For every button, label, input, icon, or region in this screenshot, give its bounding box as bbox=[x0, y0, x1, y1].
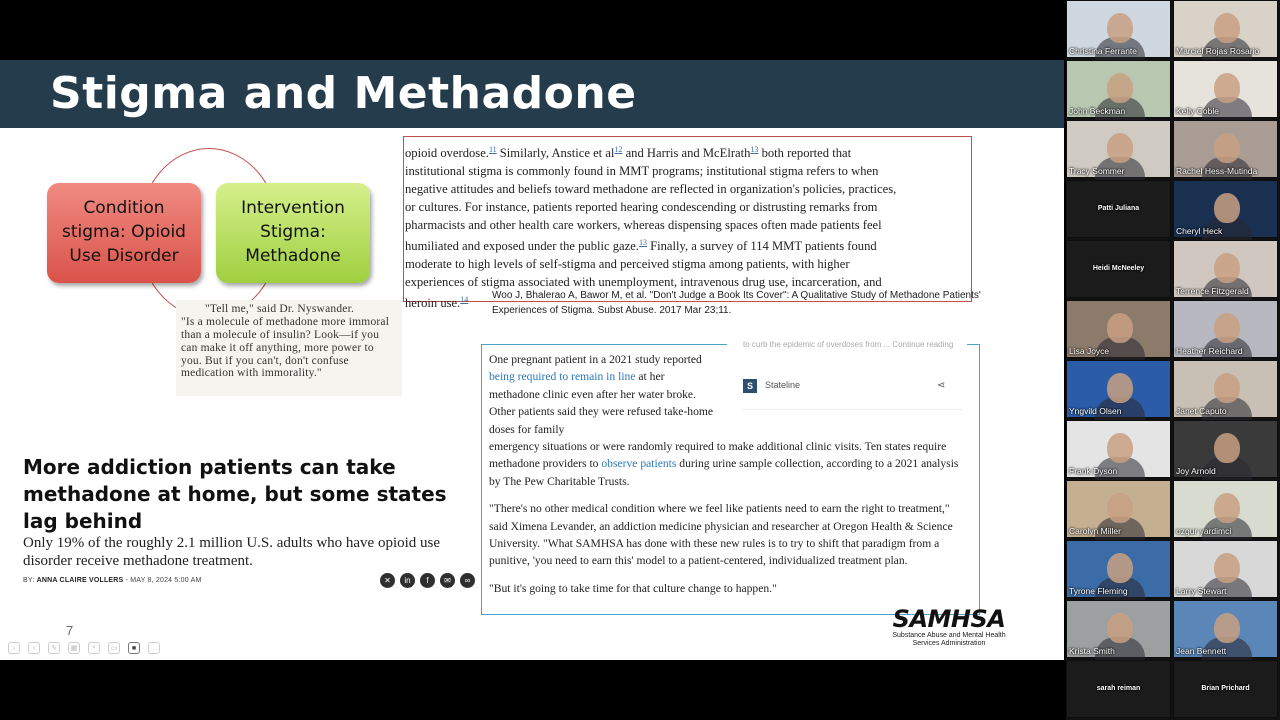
participant-name: Yngvild Olsen bbox=[1069, 406, 1122, 416]
participant-name: Christina Ferrante bbox=[1069, 46, 1138, 56]
camera-icon[interactable]: ■ bbox=[128, 642, 140, 654]
email-icon: ✉ bbox=[440, 573, 455, 588]
divider bbox=[743, 409, 963, 410]
participant-face bbox=[1107, 373, 1133, 403]
participant-face bbox=[1107, 13, 1133, 43]
participant-gallery bbox=[1066, 0, 1280, 720]
card-link-observe-patients: observe patients bbox=[601, 457, 677, 471]
participant-tile[interactable] bbox=[1173, 420, 1278, 478]
condition-stigma-box: Condition stigma: Opioid Use Disorder bbox=[47, 183, 201, 283]
participant-name: Krista Smith bbox=[1069, 646, 1115, 656]
participant-name: Tracy Sommer bbox=[1069, 166, 1125, 176]
prev-slide-icon[interactable]: ‹ bbox=[8, 642, 20, 654]
participant-face bbox=[1214, 133, 1240, 163]
participant-name: Heather Reichard bbox=[1176, 346, 1243, 356]
participant-name: Terrence Fitzgerald bbox=[1176, 286, 1249, 296]
participant-name: Heidi McNeeley bbox=[1092, 265, 1145, 272]
share-icons bbox=[380, 573, 475, 588]
stateline-tease: to curb the epidemic of overdoses from ... Continue reading bbox=[743, 340, 954, 349]
participant-face bbox=[1107, 73, 1133, 103]
more-icon[interactable]: … bbox=[148, 642, 160, 654]
next-slide-icon[interactable]: › bbox=[28, 642, 40, 654]
share-icon: ⋖ bbox=[937, 380, 946, 391]
participant-name: sarah reiman bbox=[1096, 685, 1141, 692]
participant-name: Kelly Coble bbox=[1176, 106, 1219, 116]
participant-tile[interactable] bbox=[1173, 360, 1278, 418]
participant-tile[interactable] bbox=[1066, 660, 1171, 718]
participant-tile[interactable] bbox=[1173, 240, 1278, 298]
participant-face bbox=[1107, 313, 1133, 343]
samhsa-tagline: Substance Abuse and Mental Health Services Administration bbox=[892, 632, 1006, 647]
article-author: ANNA CLAIRE VOLLERS bbox=[36, 577, 124, 584]
quote-line-1: "Tell me," said Dr. Nyswander. bbox=[205, 303, 355, 315]
grid-icon[interactable]: ▦ bbox=[68, 642, 80, 654]
participant-tile[interactable] bbox=[1173, 120, 1278, 178]
participant-name: Rachel Hess-Mutinda bbox=[1176, 166, 1258, 176]
intervention-stigma-box: Intervention Stigma: Methadone bbox=[216, 183, 370, 283]
participant-name: Jean Bennett bbox=[1176, 646, 1227, 656]
slide-title-bar bbox=[0, 60, 1064, 128]
footnote-11: 11 bbox=[488, 145, 497, 154]
participant-tile[interactable] bbox=[1173, 180, 1278, 238]
participant-face bbox=[1214, 73, 1240, 103]
participant-tile[interactable] bbox=[1066, 120, 1171, 178]
samhsa-brand: SAMHSA bbox=[892, 605, 1006, 633]
footnote-13: 13 bbox=[750, 145, 759, 154]
participant-tile[interactable] bbox=[1173, 0, 1278, 58]
stateline-article-card bbox=[481, 340, 980, 615]
article-headline: More addiction patients can take methadone at home, but some states lag behind bbox=[23, 455, 447, 533]
footnote-13b: 13 bbox=[638, 238, 647, 248]
footnote-14: 14 bbox=[460, 295, 469, 305]
participant-tile[interactable] bbox=[1066, 360, 1171, 418]
card-paragraph-1a: One pregnant patient in a 2021 study reported being required to remain in line at her methadone clinic even after her water broke. Other patients said they were refused take-home doses for family bbox=[489, 353, 714, 436]
participant-face bbox=[1214, 553, 1240, 583]
participant-face bbox=[1107, 133, 1133, 163]
participant-tile[interactable] bbox=[1173, 660, 1278, 718]
article-byline: BY: ANNA CLAIRE VOLLERS - MAY 8, 2024 5:00 AM bbox=[23, 577, 202, 584]
participant-face bbox=[1107, 553, 1133, 583]
participant-face bbox=[1214, 373, 1240, 403]
participant-name: Joy Arnold bbox=[1176, 466, 1216, 476]
card-paragraph-3: "But it's going to take time for that culture change to happen." bbox=[489, 581, 777, 595]
pen-icon[interactable]: ✎ bbox=[48, 642, 60, 654]
participant-tile[interactable] bbox=[1173, 600, 1278, 658]
participant-tile[interactable] bbox=[1173, 480, 1278, 538]
slide-title: Stigma and Methadone bbox=[50, 68, 637, 119]
subtitle-icon[interactable]: ▭ bbox=[108, 642, 120, 654]
card-paragraph-1b: emergency situations or were randomly required to make additional clinic visits. Ten states require methadone providers to observe patients during urine sample collection, according to a 2021 analysis by The Pew Charitable Trusts. bbox=[489, 440, 959, 488]
participant-face bbox=[1107, 433, 1133, 463]
excerpt-body: opioid overdose.$^{11}$ Similarly, Anstice et $al^{12}$ and Harris and McElrath$^{13}$ both reported that institutional stigma is commonly found in MMT programs; institutional stigma refers to when negative attitudes and beliefs toward methadone are reflected in organization's policies, practices, or cultures. For instance, patients reported hearing condescending or distrusting remarks from pharmacists and other health care workers, whereas dispensing spaces often made patients feel humiliated and exposed under the public gaze.$^{13}$ Finally, a survey of 114 MMT patients found moderate to high levels of self-stigma and perceived stigma among patients, with higher experiences of stigma associated with unemployment, intravenous drug use, incarceration, and heroin use.$^{14}$ bbox=[405, 145, 897, 311]
participant-tile[interactable] bbox=[1066, 600, 1171, 658]
stateline-embed bbox=[727, 339, 967, 417]
participant-name: Carolyn Miller bbox=[1069, 526, 1121, 536]
article-subhead: Only 19% of the roughly 2.1 million U.S. adults who have opioid use disorder receive methadone treatment. bbox=[23, 535, 441, 569]
participant-tile[interactable] bbox=[1173, 60, 1278, 118]
card-paragraph-2: "There's no other medical condition where we feel like patients need to earn the right to treatment," said Ximena Levander, an addiction medicine physician and researcher at Oregon Health & Science University. "What SAMHSA has done with these new rules is to try to shift that paradigm from a punitive, 'you need to earn this' model to a patient-centered, individualized treatment plan. bbox=[489, 502, 953, 568]
footnote-12: 12 bbox=[614, 145, 623, 154]
participant-face bbox=[1214, 253, 1240, 283]
participant-tile[interactable] bbox=[1066, 240, 1171, 298]
slide-controls bbox=[8, 642, 160, 654]
participant-tile[interactable] bbox=[1066, 0, 1171, 58]
participant-tile[interactable] bbox=[1173, 300, 1278, 358]
participant-name: Larry Stewart bbox=[1176, 586, 1227, 596]
stateline-logo: S bbox=[743, 379, 757, 393]
facebook-icon: f bbox=[420, 573, 435, 588]
card-link-remain-in-line: being required to remain in line bbox=[489, 370, 636, 384]
participant-face bbox=[1214, 313, 1240, 343]
participant-tile[interactable] bbox=[1066, 420, 1171, 478]
participant-tile[interactable] bbox=[1066, 540, 1171, 598]
participant-name: Marciel Rojas Rosario bbox=[1176, 46, 1260, 56]
participant-name: Tyrone Fleming bbox=[1069, 586, 1128, 596]
quote-line-2: "Is a molecule of methadone more immoral than a molecule of insulin? Look—if you can make it off anything, more power to you. But if you can't, don't confuse medication with immorality." bbox=[181, 315, 390, 380]
participant-name: Cheryl Heck bbox=[1176, 226, 1223, 236]
article-date: - MAY 8, 2024 5:00 AM bbox=[123, 577, 202, 584]
participant-face bbox=[1107, 613, 1133, 643]
zoom-icon[interactable]: ⌕ bbox=[88, 642, 100, 654]
participant-face bbox=[1214, 433, 1240, 463]
participant-tile[interactable] bbox=[1066, 300, 1171, 358]
participant-tile[interactable] bbox=[1173, 540, 1278, 598]
participant-tile[interactable] bbox=[1066, 180, 1171, 238]
x-icon: ✕ bbox=[380, 573, 395, 588]
participant-name: Patti Juliana bbox=[1097, 205, 1140, 212]
participant-name: John Beckman bbox=[1069, 106, 1126, 116]
participant-face bbox=[1107, 493, 1133, 523]
participant-face bbox=[1214, 493, 1240, 523]
participant-face bbox=[1214, 13, 1240, 43]
link-icon: ∞ bbox=[460, 573, 475, 588]
excerpt-citation: Woo J, Bhalerao A, Bawor M, et al. "Don't Judge a Book Its Cover": A Qualitative Study of Methadone Patients' Experiences of Stigma. Subst Abuse. 2017 Mar 23;11. bbox=[492, 290, 981, 316]
participant-face bbox=[1214, 613, 1240, 643]
participant-name: Janet Caputo bbox=[1176, 406, 1227, 416]
participant-tile[interactable] bbox=[1066, 480, 1171, 538]
shared-slide bbox=[0, 60, 1064, 660]
participant-name: Lisa Joyce bbox=[1069, 346, 1110, 356]
samhsa-logo bbox=[886, 606, 1012, 648]
nyswander-quote bbox=[176, 300, 402, 396]
stateline-name: Stateline bbox=[765, 380, 801, 390]
participant-name: ozgur yardimci bbox=[1176, 526, 1232, 536]
linkedin-icon: in bbox=[400, 573, 415, 588]
slide-page-number: 7 bbox=[66, 623, 74, 638]
participant-tile[interactable] bbox=[1066, 60, 1171, 118]
participant-name: Frank Dyson bbox=[1069, 466, 1118, 476]
participant-face bbox=[1214, 193, 1240, 223]
participant-name: Brian Prichard bbox=[1201, 685, 1250, 692]
